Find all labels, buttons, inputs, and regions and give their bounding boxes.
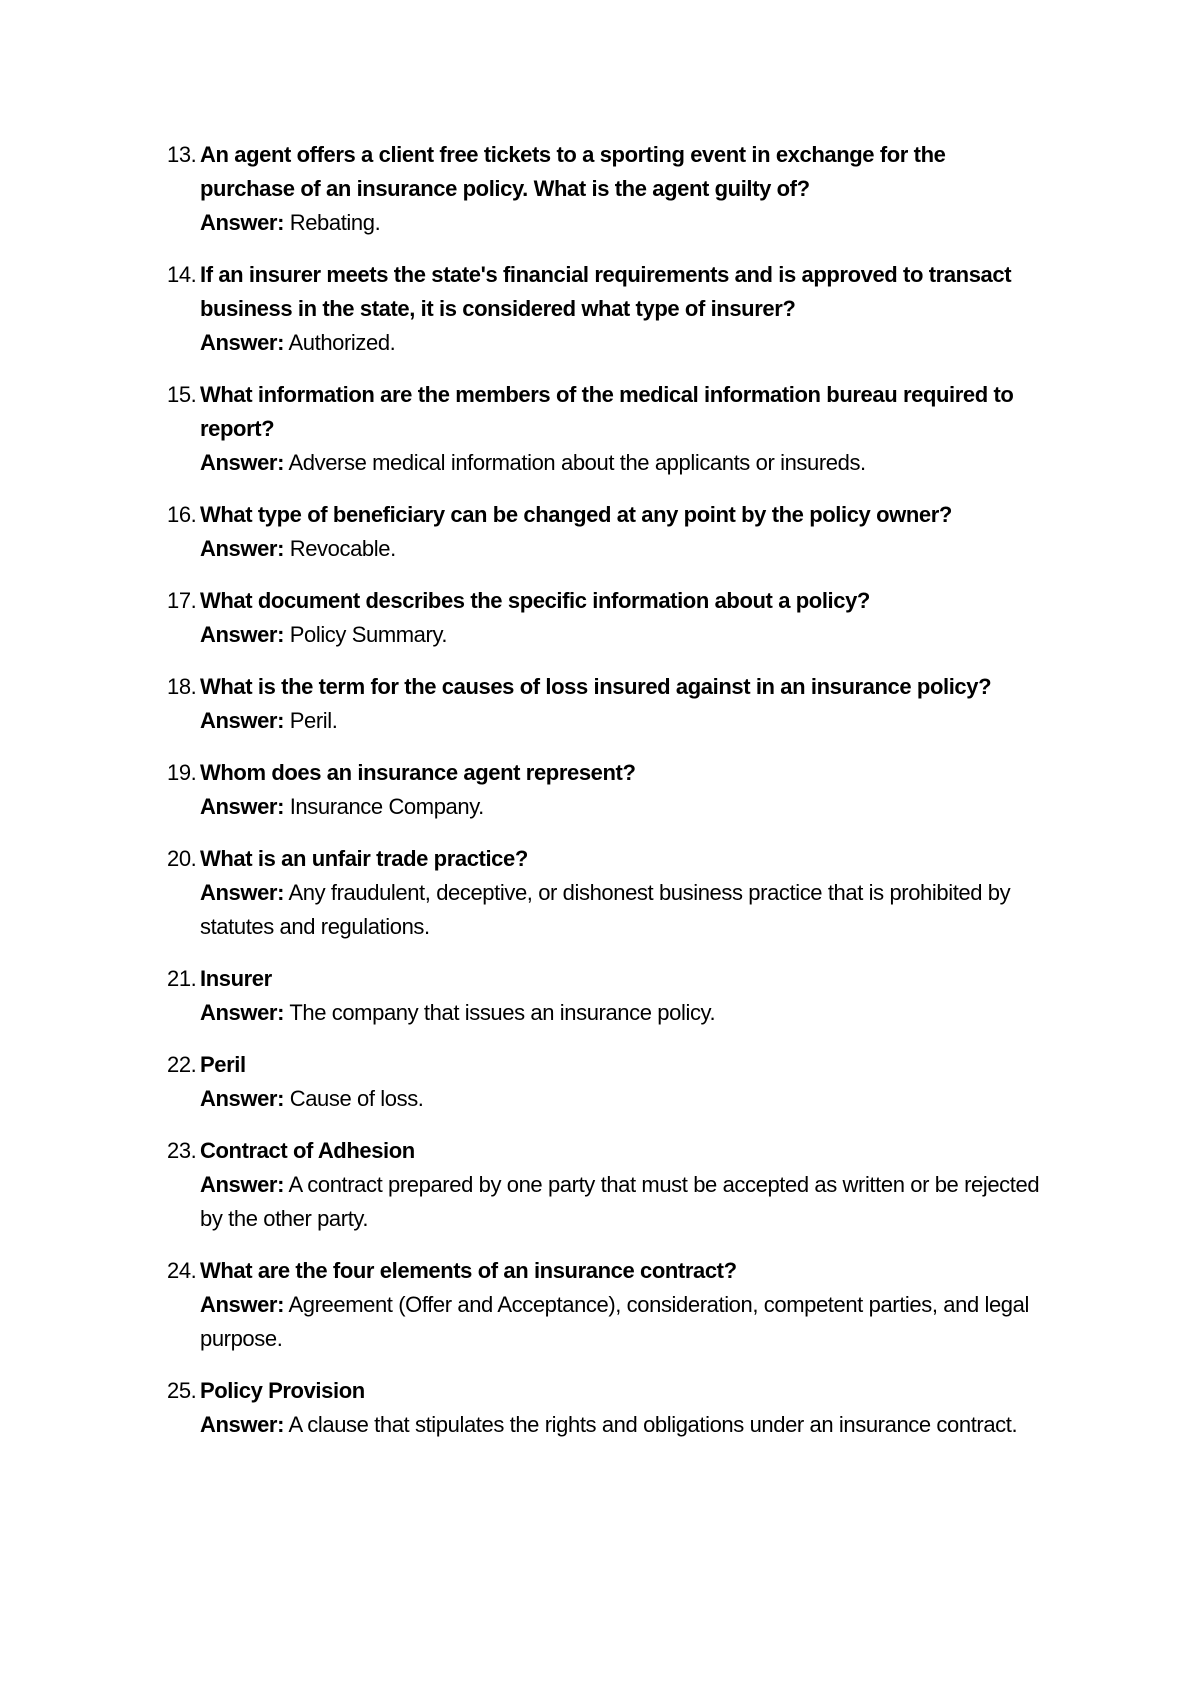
- qa-item: [167, 756, 1045, 824]
- item-number: 20.: [167, 846, 197, 871]
- answer-line: [200, 1288, 1045, 1356]
- question-text: Contract of Adhesion: [200, 1138, 415, 1163]
- qa-body: [200, 584, 1045, 652]
- item-number: 18.: [167, 674, 197, 699]
- qa-body: [200, 1048, 1045, 1116]
- answer-label: Answer:: [200, 1172, 284, 1197]
- qa-body: [200, 1254, 1045, 1356]
- answer-label: Answer:: [200, 622, 284, 647]
- answer-line: [200, 996, 1045, 1030]
- answer-text: Any fraudulent, deceptive, or dishonest business practice that is prohibited by statutes and regulations.: [200, 880, 1011, 939]
- answer-label: Answer:: [200, 880, 284, 905]
- question-text: Whom does an insurance agent represent?: [200, 760, 636, 785]
- question-text: What are the four elements of an insurance contract?: [200, 1258, 737, 1283]
- answer-line: [200, 1168, 1045, 1236]
- question-text: What information are the members of the medical information bureau required to report?: [200, 382, 1014, 441]
- qa-item: [167, 1374, 1045, 1442]
- qa-body: [200, 378, 1045, 480]
- answer-line: [200, 1082, 1045, 1116]
- qa-item: [167, 962, 1045, 1030]
- answer-line: [200, 704, 1045, 738]
- qa-list: [167, 138, 1045, 1442]
- question-text: What type of beneficiary can be changed at any point by the policy owner?: [200, 502, 952, 527]
- qa-item: [167, 378, 1045, 480]
- answer-text: Policy Summary.: [289, 622, 448, 647]
- qa-item: [167, 138, 1045, 240]
- qa-item: [167, 584, 1045, 652]
- answer-line: [200, 1408, 1045, 1442]
- answer-line: [200, 326, 1045, 360]
- item-number: 14.: [167, 262, 197, 287]
- qa-body: [200, 842, 1045, 944]
- question-text: An agent offers a client free tickets to a sporting event in exchange for the purchase of an insurance policy. What is the agent guilty of?: [200, 142, 946, 201]
- answer-line: [200, 532, 1045, 566]
- answer-label: Answer:: [200, 1000, 284, 1025]
- item-number: 25.: [167, 1378, 197, 1403]
- qa-item: [167, 842, 1045, 944]
- question-text: What is the term for the causes of loss insured against in an insurance policy?: [200, 674, 992, 699]
- qa-body: [200, 258, 1045, 360]
- qa-item: [167, 1134, 1045, 1236]
- answer-text: Peril.: [289, 708, 338, 733]
- item-number: 16.: [167, 502, 197, 527]
- answer-text: Revocable.: [289, 536, 396, 561]
- question-text: What is an unfair trade practice?: [200, 846, 528, 871]
- answer-label: Answer:: [200, 1086, 284, 1111]
- question-text: Policy Provision: [200, 1378, 365, 1403]
- item-number: 21.: [167, 966, 197, 991]
- qa-item: [167, 1254, 1045, 1356]
- answer-line: [200, 790, 1045, 824]
- item-number: 22.: [167, 1052, 197, 1077]
- qa-body: [200, 756, 1045, 824]
- answer-label: Answer:: [200, 1292, 284, 1317]
- answer-text: Rebating.: [289, 210, 381, 235]
- qa-item: [167, 670, 1045, 738]
- qa-body: [200, 498, 1045, 566]
- qa-item: [167, 498, 1045, 566]
- answer-text: Agreement (Offer and Acceptance), consideration, competent parties, and legal purpose.: [200, 1292, 1029, 1351]
- answer-label: Answer:: [200, 210, 284, 235]
- item-number: 24.: [167, 1258, 197, 1283]
- qa-body: [200, 670, 1045, 738]
- answer-text: Insurance Company.: [289, 794, 484, 819]
- question-text: If an insurer meets the state's financial requirements and is approved to transact business in the state, it is considered what type of insurer?: [200, 262, 1012, 321]
- item-number: 15.: [167, 382, 197, 407]
- item-number: 17.: [167, 588, 197, 613]
- qa-item: [167, 258, 1045, 360]
- qa-body: [200, 138, 1045, 240]
- answer-text: Adverse medical information about the applicants or insureds.: [288, 450, 866, 475]
- question-text: What document describes the specific information about a policy?: [200, 588, 870, 613]
- answer-label: Answer:: [200, 708, 284, 733]
- answer-line: [200, 618, 1045, 652]
- answer-text: A contract prepared by one party that must be accepted as written or be rejected by the other party.: [200, 1172, 1040, 1231]
- item-number: 13.: [167, 142, 197, 167]
- answer-label: Answer:: [200, 794, 284, 819]
- answer-line: [200, 206, 1045, 240]
- answer-text: Cause of loss.: [289, 1086, 424, 1111]
- answer-label: Answer:: [200, 536, 284, 561]
- answer-label: Answer:: [200, 450, 284, 475]
- question-text: Peril: [200, 1052, 246, 1077]
- item-number: 23.: [167, 1138, 197, 1163]
- qa-body: [200, 962, 1045, 1030]
- qa-item: [167, 1048, 1045, 1116]
- qa-body: [200, 1134, 1045, 1236]
- answer-line: [200, 876, 1045, 944]
- question-text: Insurer: [200, 966, 272, 991]
- answer-label: Answer:: [200, 1412, 284, 1437]
- qa-body: [200, 1374, 1045, 1442]
- item-number: 19.: [167, 760, 197, 785]
- answer-text: Authorized.: [288, 330, 396, 355]
- answer-line: [200, 446, 1045, 480]
- answer-text: A clause that stipulates the rights and obligations under an insurance contract.: [288, 1412, 1018, 1437]
- answer-text: The company that issues an insurance policy.: [289, 1000, 716, 1025]
- answer-label: Answer:: [200, 330, 284, 355]
